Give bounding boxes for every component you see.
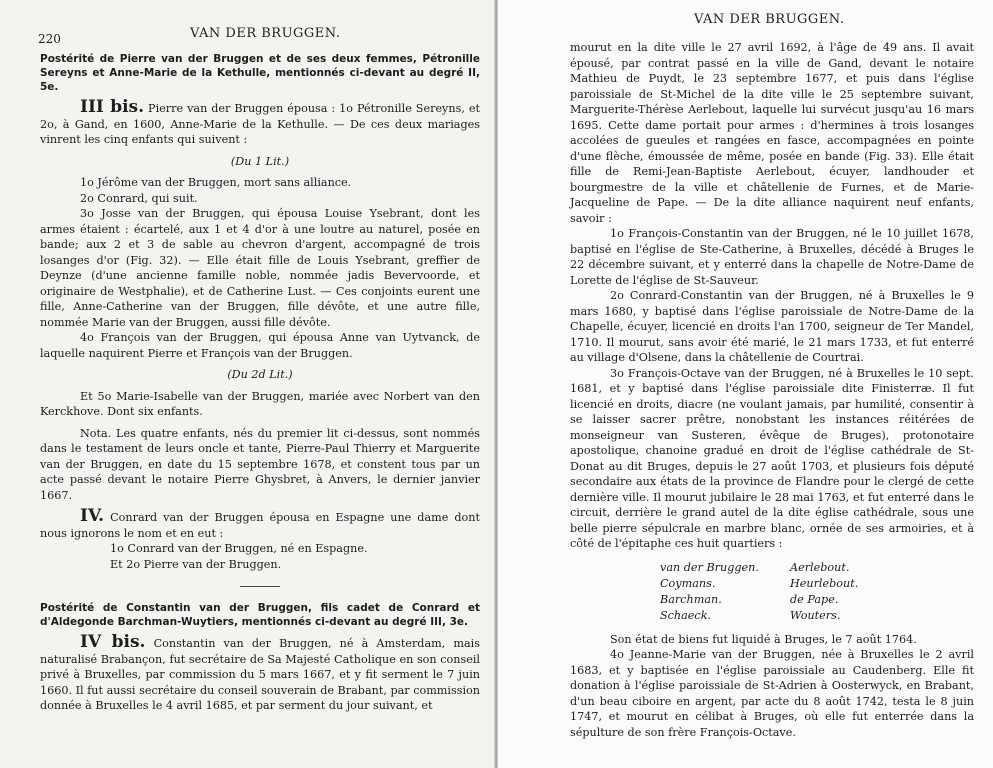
- left-content: [40, 44, 480, 714]
- right-page: [498, 0, 993, 768]
- degree-paragraph-iv-bis: [40, 632, 480, 714]
- quarter-entry: Heurlebout.: [790, 576, 859, 590]
- child-2: 2o Conrard, qui suit.: [80, 191, 198, 205]
- degree-text: Conrard van der Bruggen épousa en Espagne une dame dont nous ignorons le nom et en eut :: [40, 511, 480, 540]
- nota-paragraph: Nota. Les quatre enfants, nés du premier lit ci-dessus, sont nommés dans le testament de leurs oncle et tante, Pierre-Paul Thierry et Marguerite van der Bruggen, en date du 15 septembre 1678, et constent tous par un acte passé devant le notaire Pierre Ghysbret, à Anvers, le dernier janvier 1667.: [40, 426, 480, 502]
- degree-paragraph-iii-bis: [40, 97, 480, 148]
- quarter-entry: Coymans.: [660, 576, 716, 590]
- quarters-table: [660, 560, 974, 624]
- quarter-entry: Schaeck.: [660, 608, 712, 622]
- degree-text: Constantin van der Bruggen, né à Amsterdam, mais naturalisé Brabançon, fut secrétaire de Sa Majesté Catholique en son conseil privé à Bruxelles, par commission du 5 mars 1667, et y fit serment le 7 juin 1660. Il fut aussi secrétaire du conseil souverain de Brabant, par commission donnée à Bruxelles le 4 avril 1685, et par serment du jour suivant, et: [40, 637, 480, 712]
- quarter-entry: Wouters.: [790, 608, 841, 622]
- section-heading-1: Postérité de Pierre van der Bruggen et de ses deux femmes, Pétronille Sereyns et Anne-Marie de la Kethulle, mentionnés ci-devant au degré II, 5e.: [40, 53, 480, 93]
- degree-label: IV bis.: [80, 632, 146, 652]
- child-1: 1o Jérôme van der Bruggen, mort sans alliance.: [80, 176, 352, 189]
- marriage-label-2: (Du 2d Lit.): [227, 368, 293, 381]
- estate-note: Son état de biens fut liquidé à Bruges, le 7 août 1764.: [610, 632, 917, 646]
- degree-label: IV.: [80, 506, 105, 526]
- iv-child-1: 1o Conrard van der Bruggen, né en Espagne.: [110, 542, 368, 555]
- quarter-entry: de Pape.: [790, 592, 839, 606]
- child-1: 1o François-Constantin van der Bruggen, né le 10 juillet 1678, baptisé en l'église de Ste-Catherine, à Bruxelles, décédé à Bruges le 22 décembre suivant, et y enterré dans la chapelle de Notre-Dame de Lorette de l'église de St-Sauveur.: [570, 227, 974, 287]
- continuation-paragraph: mourut en la dite ville le 27 avril 1692, à l'âge de 49 ans. Il avait épousé, par contrat passé en la ville de Gand, devant le notaire Mathieu de Puydt, le 23 septembre 1677, et puis dans l'église paroissiale de St-Michel de la dite ville le 25 septembre suivant, Marguerite-Thérèse Aerlebout, laquelle lui survécut jusqu'au 16 mars 1695. Cette dame portait pour armes : d'hermines à trois losanges accolées de gueules et rangées en fasce, accompagnées en pointe d'une flèche, émoussée de même, posée en bande (Fig. 33). Elle était fille de Remi-Jean-Baptiste Aerlebout, écuyer, landhouder et bourgmestre de la ville et châtellenie de Furnes, et de Marie-Jacqueline de Pape. — De la dite alliance naquirent neuf enfants, savoir :: [570, 41, 974, 225]
- section-divider: [240, 586, 280, 587]
- child-4: 4o François van der Bruggen, qui épousa Anne van Uytvanck, de laquelle naquirent Pierre et François van der Bruggen.: [40, 331, 480, 360]
- degree-text: Pierre van der Bruggen épousa : 1o Pétronille Sereyns, et 2o, à Gand, en 1600, Anne-Marie de la Kethulle. — De ces deux mariages vinrent les cinq enfants qui suivent :: [40, 102, 480, 146]
- degree-label: III bis.: [80, 97, 145, 117]
- iv-child-2: Et 2o Pierre van der Bruggen.: [110, 557, 282, 571]
- running-header-right: VAN DER BRUGGEN.: [694, 12, 845, 27]
- child-3: 3o Josse van der Bruggen, qui épousa Louise Ysebrant, dont les armes étaient : écartelé, aux 1 et 4 d'or à une loutre au naturel, posée en bande; aux 2 et 3 de sable au chevron d'argent, accompagné de trois losanges d'or (Fig. 32). — Elle était fille de Louis Ysebrant, greffier de Deynze (d'une ancienne famille noble, nommée jadis Bevervoorde, et originaire de Westphalie), et de Catherine Lust. — Ces conjoints eurent une fille, Anne-Catherine van der Bruggen, fille dévôte, et une autre fille, nommée Marie van der Bruggen, aussi fille dévôte.: [40, 207, 480, 329]
- quarter-entry: Aerlebout.: [790, 560, 850, 574]
- child-2: 2o Conrard-Constantin van der Bruggen, né à Bruxelles le 9 mars 1680, y baptisé dans l'église paroissiale de Notre-Dame de la Chapelle, écuyer, licencié en droits l'an 1700, seigneur de Ter Mandel, 1710. Il mourut, sans avoir été marié, le 21 mars 1733, et fut enterré au village d'Olsene, dans la châtellenie de Courtrai.: [570, 289, 974, 364]
- page-number: 220: [38, 32, 61, 46]
- section-heading-2: Postérité de Constantin van der Bruggen, fils cadet de Conrard et d'Aldegonde Barchman-Wuytiers, mentionnés ci-devant au degré III, 3e.: [40, 602, 480, 628]
- left-page: [0, 0, 496, 768]
- degree-paragraph-iv: [40, 506, 480, 541]
- quarter-entry: van der Bruggen.: [660, 560, 759, 574]
- child-4: 4o Jeanne-Marie van der Bruggen, née à Bruxelles le 2 avril 1683, et y baptisée en l'église paroissiale au Caudenberg. Elle fit donation à l'église paroissiale de St-Adrien à Oosterwyck, en Brabant, d'un beau ciboire en argent, par acte du 8 août 1742, testa le 8 juin 1747, et mourut en célibat à Bruges, où elle fut enterrée dans la sépulture de son frère François-Octave.: [570, 648, 974, 739]
- child-5: Et 5o Marie-Isabelle van der Bruggen, mariée avec Norbert van den Kerckhove. Dont six enfants.: [40, 389, 480, 418]
- quarter-entry: Barchman.: [660, 592, 722, 606]
- running-header-left: VAN DER BRUGGEN.: [190, 26, 341, 41]
- child-3: 3o François-Octave van der Bruggen, né à Bruxelles le 10 sept. 1681, et y baptisé dans l'église paroissiale dite Finisterræ. Il fut licencié en droits, diacre (ne voulant jamais, par humilité, consentir à se laisser sacrer prêtre, nonobstant les instances réitérées de monseigneur van Susteren, évêque de Bruges), protonotaire apostolique, chanoine gradué en droit de l'église cathédrale de St-Donat au dit Bruges, depuis le 27 août 1703, et plusieurs fois député secondaire aux états de la province de Flandre pour le clergé de cette dernière ville. Il mourut jubilaire le 28 mai 1763, et fut enterré dans le circuit, derrière le grand autel de la dite église cathédrale, sous une belle pierre sépulcrale en marbre blanc, ornée de ses armoiries, et à côté de l'épitaphe ces huit quartiers :: [570, 366, 974, 550]
- marriage-label-1: (Du 1 Lit.): [230, 154, 290, 168]
- right-content: [570, 40, 974, 740]
